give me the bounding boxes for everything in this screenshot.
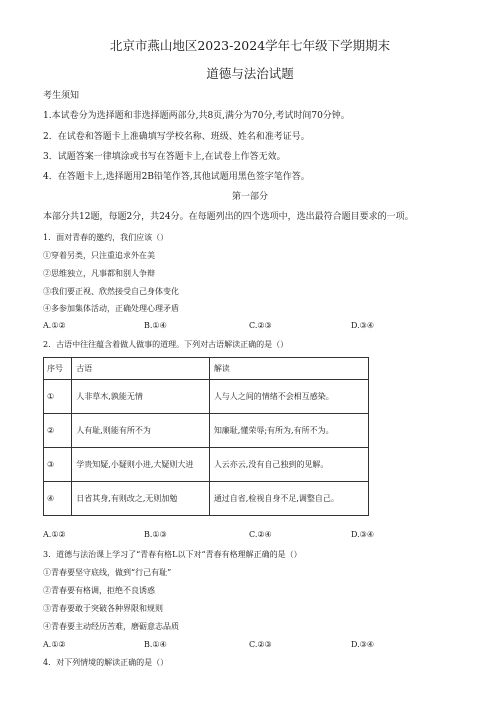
notice-item-4: 4．在答题卡上,选择题用2B铅笔作答,其他试题用黑色签字笔作答。 bbox=[43, 172, 310, 182]
table-cell: 人云亦云,没有自己独到的见解。 bbox=[209, 448, 368, 482]
q1-option-c: C.②③ bbox=[249, 321, 272, 330]
q1-statement-2: ②思维独立，凡事都和别人争辩 bbox=[43, 269, 155, 278]
table-row bbox=[44, 482, 369, 516]
q1-stem: 1．面对青春的邀约，我们应该（） bbox=[43, 233, 169, 242]
table-cell: ④ bbox=[44, 482, 72, 516]
q3-option-b: B.①④ bbox=[144, 640, 167, 649]
notice-item-2: 2．在试卷和答题卡上准确填写学校名称、班级、姓名和准考证号。 bbox=[43, 132, 310, 142]
table-cell: 人有耻,则能有所不为 bbox=[72, 414, 210, 448]
q2-option-d: D.③④ bbox=[351, 530, 375, 539]
q3-statement-4: ④青春要主动经历苦难，磨砺意志品质 bbox=[43, 622, 179, 631]
q2-option-b: B.①③ bbox=[144, 530, 167, 539]
q3-option-a: A.①② bbox=[43, 640, 66, 649]
q3-statement-2: ②青春要有格调，拒绝不良诱惑 bbox=[43, 586, 155, 595]
q2-option-c: C.②④ bbox=[249, 530, 272, 539]
q1-statement-3: ③我们要正视、欣然接受自己身体变化 bbox=[43, 287, 179, 296]
table-row bbox=[44, 414, 369, 448]
table-header-cell: 古语 bbox=[72, 358, 210, 380]
table-cell: 通过自省,检视自身不足,调整自己。 bbox=[209, 482, 368, 516]
exam-subject: 道德与法治试题 bbox=[206, 66, 294, 81]
q3-option-d: D.③④ bbox=[351, 640, 375, 649]
q3-statement-3: ③青春要敢于突破各种界限和规则 bbox=[43, 604, 163, 613]
part-intro: 本部分共12题，每题2分，共24分。在每题列出的四个选项中，选出最符合题目要求的一项。 bbox=[43, 212, 414, 222]
table-cell: ③ bbox=[44, 448, 72, 482]
q1-option-a: A.①② bbox=[43, 321, 66, 330]
q3-option-c: C.②③ bbox=[249, 640, 272, 649]
table-cell: 人非草木,孰能无情 bbox=[72, 380, 210, 414]
exam-title: 北京市燕山地区2023-2024学年七年级下学期期末 bbox=[109, 38, 391, 53]
q2-table bbox=[43, 357, 369, 516]
notice-item-1: 1.本试卷分为选择题和非选择题两部分,共8页,满分为70分,考试时间70分钟。 bbox=[43, 111, 350, 121]
table-cell: ② bbox=[44, 414, 72, 448]
q1-statement-1: ①穿着另类，只注重追求外在美 bbox=[43, 251, 155, 260]
q3-statement-1: ①青春要坚守底线，做到“行己有耻” bbox=[43, 568, 172, 577]
table-row bbox=[44, 380, 369, 414]
table-cell: 人与人之间的情绪不会相互感染。 bbox=[209, 380, 368, 414]
q3-stem: 3．道德与法治课上学习了“青春有格L以下对“青春有格理解正确的是（） bbox=[43, 550, 302, 559]
q2-option-a: A.①② bbox=[43, 530, 66, 539]
part-heading: 第一部分 bbox=[231, 192, 268, 202]
notice-heading: 考生须知 bbox=[43, 91, 80, 101]
q1-option-b: B.①④ bbox=[144, 321, 167, 330]
table-header-cell: 解读 bbox=[209, 358, 368, 380]
table-cell: ① bbox=[44, 380, 72, 414]
q1-option-d: D.③④ bbox=[351, 321, 375, 330]
q4-stem: 4．对下列情境的解读正确的是（） bbox=[43, 658, 169, 667]
table-cell: 知廉耻,懂荣辱;有所为,有所不为。 bbox=[209, 414, 368, 448]
notice-item-3: 3．试题答案一律填涂或书写在答题卡上,在试卷上作答无效。 bbox=[43, 152, 286, 162]
table-row bbox=[44, 448, 369, 482]
table-header-cell: 序号 bbox=[44, 358, 72, 380]
q2-stem: 2．古语中往往蕴含着做人做事的道理。下列对古语解读正确的是（） bbox=[43, 340, 289, 349]
q1-statement-4: ④多参加集体活动，正确处理心理矛盾 bbox=[43, 304, 179, 313]
table-header-row bbox=[44, 358, 369, 380]
table-cell: 日省其身,有则改之,无则加勉 bbox=[72, 482, 210, 516]
table-cell: 学贵知疑,小疑则小进,大疑则大进 bbox=[72, 448, 210, 482]
